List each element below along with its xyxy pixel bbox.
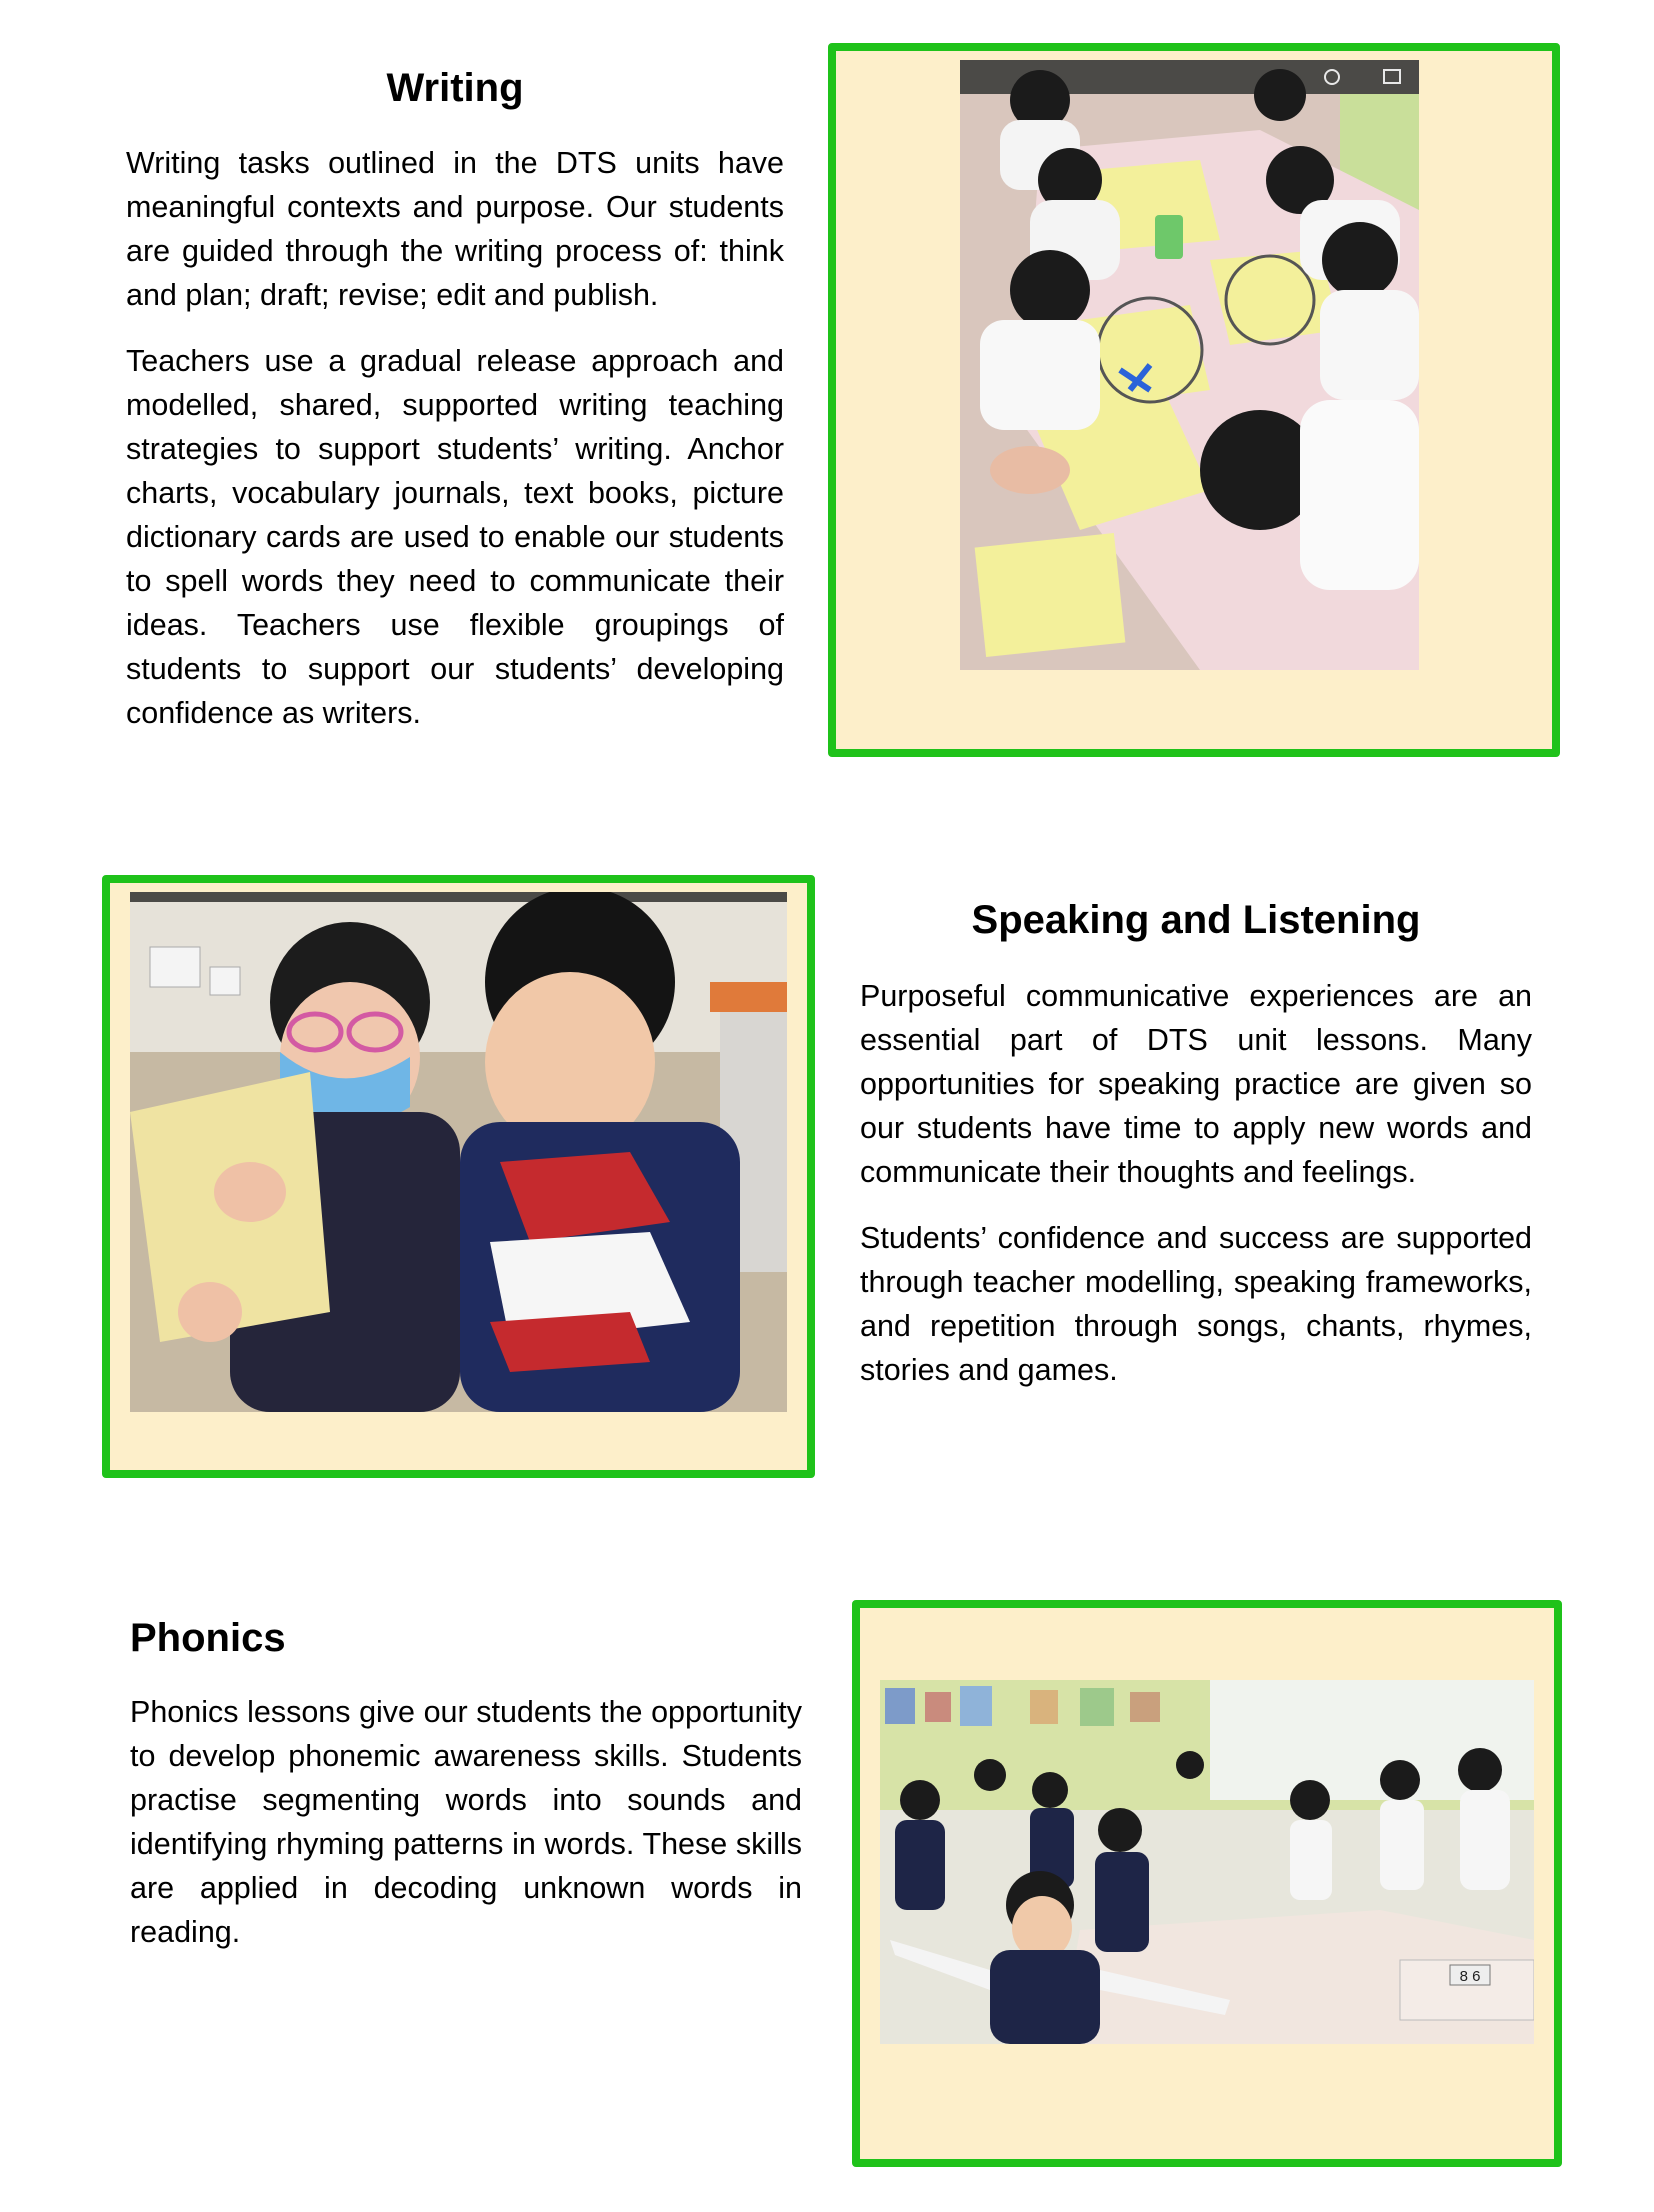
speaking-paragraph-1: Purposeful communicative experiences are an essential part of DTS unit lessons. Many opportunities for speaking practice are given so our students have time to apply new words and communicate their thoughts and feelings. <box>860 979 1532 1189</box>
writing-paragraph-2: Teachers use a gradual release approach and modelled, shared, supported writing teaching strategies to support students’ writing. Anchor charts, vocabulary journals, text books, picture dictionary cards are used to enable our students to spell words they need to communicate their ideas. Teachers use flexible groupings of students to support our students’ developing confidence as writers. <box>126 344 784 730</box>
students-phonics-illustration <box>880 1680 1534 2044</box>
speaking-photo <box>130 892 787 1412</box>
phonics-heading: Phonics <box>130 1616 286 1660</box>
speaking-heading: Speaking and Listening <box>971 898 1421 942</box>
phonics-paragraph-1: Phonics lessons give our students the opportunity to develop phonemic awareness skills. Students practise segmenting words into sounds and identifying rhyming patterns in words. These skills are applied in decoding unknown words in reading. <box>130 1695 802 1949</box>
students-speaking-illustration <box>130 892 787 1412</box>
phonics-photo-sign: 8 6 <box>1459 1968 1481 1985</box>
students-writing-illustration <box>960 60 1419 670</box>
phonics-photo <box>880 1680 1534 2044</box>
writing-photo <box>960 60 1419 670</box>
writing-paragraph-1: Writing tasks outlined in the DTS units have meaningful contexts and purpose. Our students are guided through the writing process of: think and plan; draft; revise; edit and publish. <box>126 146 784 312</box>
phonics-body <box>130 1690 802 1954</box>
writing-heading: Writing <box>386 66 524 110</box>
writing-body <box>126 141 784 735</box>
speaking-body <box>860 974 1532 1392</box>
speaking-paragraph-2: Students’ confidence and success are supported through teacher modelling, speaking frameworks, and repetition through songs, chants, rhymes, stories and games. <box>860 1221 1532 1387</box>
